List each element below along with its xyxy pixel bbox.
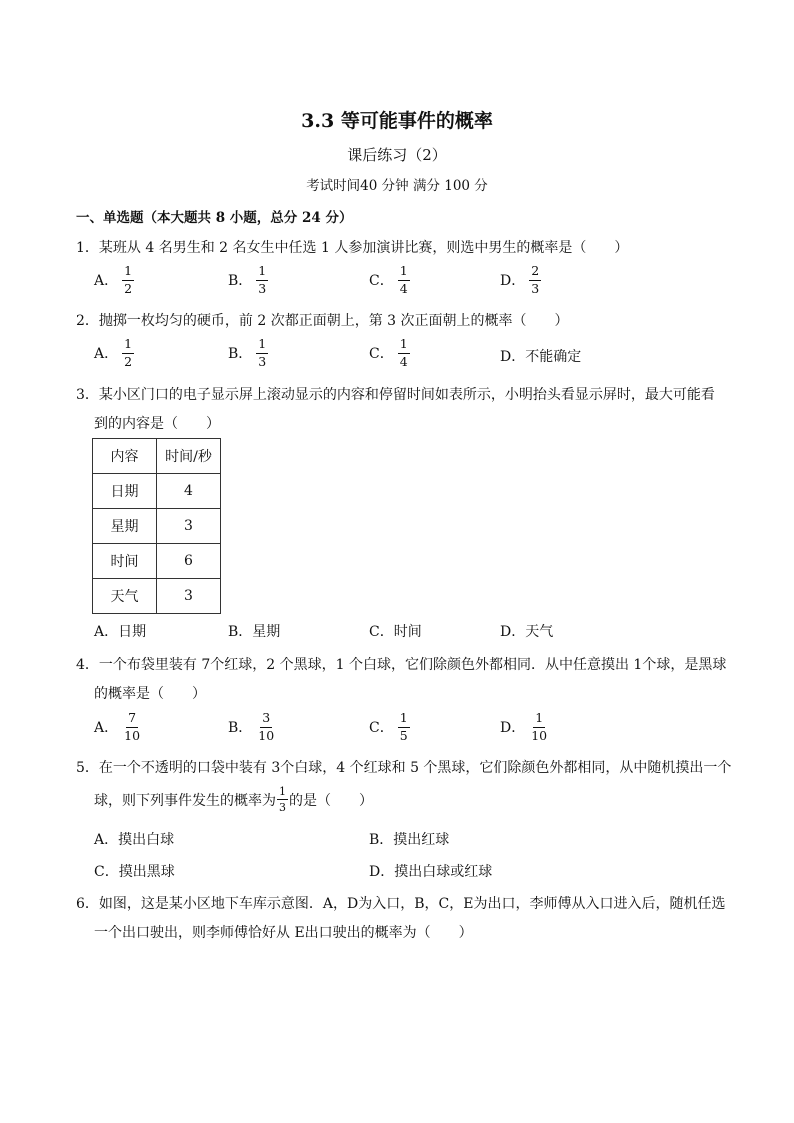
- question-4-stem-line2: 的概率是（ ）: [94, 686, 206, 702]
- table-header-cell: 内容: [93, 439, 157, 474]
- question-5-option-b[interactable]: B．摸出红球: [369, 832, 450, 848]
- option-label: C．: [369, 346, 394, 362]
- table-header-cell: 时间/秒: [157, 439, 221, 474]
- question-1-option-d[interactable]: [500, 265, 541, 295]
- table-row: [93, 509, 221, 544]
- table-cell: 天气: [93, 579, 157, 614]
- question-2-option-c[interactable]: [369, 338, 410, 368]
- question-1-stem: 1．某班从 4 名男生和 2 名女生中任选 1 人参加演讲比赛，则选中男生的概率是（ ）: [76, 240, 629, 256]
- question-2-option-d[interactable]: [500, 346, 581, 366]
- question-2-option-a[interactable]: [94, 338, 134, 368]
- question-5-option-a[interactable]: A．摸出白球: [94, 832, 175, 848]
- option-label: A．: [94, 720, 119, 736]
- fraction: $\frac{1}{3}$: [279, 785, 286, 814]
- question-5-stem-line1: 5．在一个不透明的口袋中装有 3个白球，4 个红球和 5 个黑球，它们除颜色外都相同，从中随机摸出一个: [76, 760, 732, 776]
- option-label: D．: [500, 720, 526, 736]
- section-heading: 一、单选题（本大题共 8 小题，总分 24 分）: [76, 210, 353, 226]
- page-subtitle: 课后练习（2）: [347, 146, 447, 164]
- table-cell: 4: [157, 474, 221, 509]
- option-label: B．: [228, 720, 253, 736]
- page-title: 3.3 等可能事件的概率: [301, 110, 493, 132]
- question-4-option-b[interactable]: [228, 712, 276, 742]
- fraction: $\frac{1}{3}$: [258, 263, 267, 296]
- question-3-option-b[interactable]: B．星期: [228, 624, 281, 640]
- question-2-option-b[interactable]: [228, 338, 268, 368]
- option-label: C．: [369, 720, 394, 736]
- option-label: A．: [94, 346, 119, 362]
- question-3-option-a[interactable]: A．日期: [94, 624, 147, 640]
- fraction: $\frac{1}{10}$: [531, 710, 548, 743]
- fraction: $\frac{1}{4}$: [399, 336, 408, 369]
- fraction: $\frac{7}{10}$: [124, 710, 141, 743]
- question-5-stem-line2: [94, 786, 373, 813]
- table-row: [93, 474, 221, 509]
- fraction: $\frac{1}{5}$: [399, 710, 408, 743]
- question-3-option-c[interactable]: C．时间: [369, 624, 422, 640]
- fraction: $\frac{1}{4}$: [399, 263, 408, 296]
- question-3-option-d[interactable]: D．天气: [500, 624, 554, 640]
- fraction: $\frac{3}{10}$: [258, 710, 275, 743]
- question-5-option-d[interactable]: D．摸出白球或红球: [369, 864, 493, 880]
- question-3-stem-line1: 3．某小区门口的电子显示屏上滚动显示的内容和停留时间如表所示，小明抬头看显示屏时，最大可能看: [76, 387, 715, 403]
- question-1-option-c[interactable]: [369, 265, 410, 295]
- question-4-option-a[interactable]: [94, 712, 142, 742]
- stem-text: 球，则下列事件发生的概率为: [94, 792, 276, 809]
- option-label: C．: [369, 273, 394, 289]
- question-6-stem-line1: 6．如图，这是某小区地下车库示意图．A，D为入口，B，C，E为出口，李师傅从入口进入后，随机任选: [76, 896, 726, 912]
- table-row: [93, 544, 221, 579]
- question-4-option-c[interactable]: [369, 712, 410, 742]
- question-1-option-b[interactable]: [228, 265, 268, 295]
- exam-info: 考试时间40 分钟 满分 100 分: [306, 178, 488, 194]
- table-cell: 星期: [93, 509, 157, 544]
- table-header-row: [93, 439, 221, 474]
- question-2-stem: 2．抛掷一枚均匀的硬币，前 2 次都正面朝上，第 3 次正面朝上的概率（ ）: [76, 313, 569, 329]
- question-4-option-d[interactable]: [500, 712, 549, 742]
- question-4-stem-line1: 4．一个布袋里装有 7个红球，2 个黑球，1 个白球，它们除颜色外都相同．从中任意摸出 1个球，是黑球: [76, 657, 727, 673]
- display-content-table: [92, 438, 221, 614]
- question-5-option-c[interactable]: C．摸出黑球: [94, 864, 175, 880]
- option-label: B．: [228, 346, 253, 362]
- table-row: [93, 579, 221, 614]
- table-cell: 日期: [93, 474, 157, 509]
- question-3-stem-line2: 到的内容是（ ）: [94, 416, 220, 432]
- question-1-option-a[interactable]: [94, 265, 134, 295]
- table-cell: 时间: [93, 544, 157, 579]
- option-label: A．: [94, 273, 119, 289]
- question-6-stem-line2: 一个出口驶出，则李师傅恰好从 E出口驶出的概率为（ ）: [94, 925, 473, 941]
- fraction: $\frac{1}{2}$: [124, 263, 133, 296]
- table-cell: 6: [157, 544, 221, 579]
- fraction: $\frac{2}{3}$: [531, 263, 540, 296]
- table-cell: 3: [157, 579, 221, 614]
- table-cell: 3: [157, 509, 221, 544]
- option-label: B．: [228, 273, 253, 289]
- stem-text: 的是（ ）: [289, 792, 373, 809]
- option-label: D．: [500, 273, 526, 289]
- fraction: $\frac{1}{3}$: [258, 336, 267, 369]
- fraction: $\frac{1}{2}$: [124, 336, 133, 369]
- option-label: D．不能确定: [500, 349, 582, 365]
